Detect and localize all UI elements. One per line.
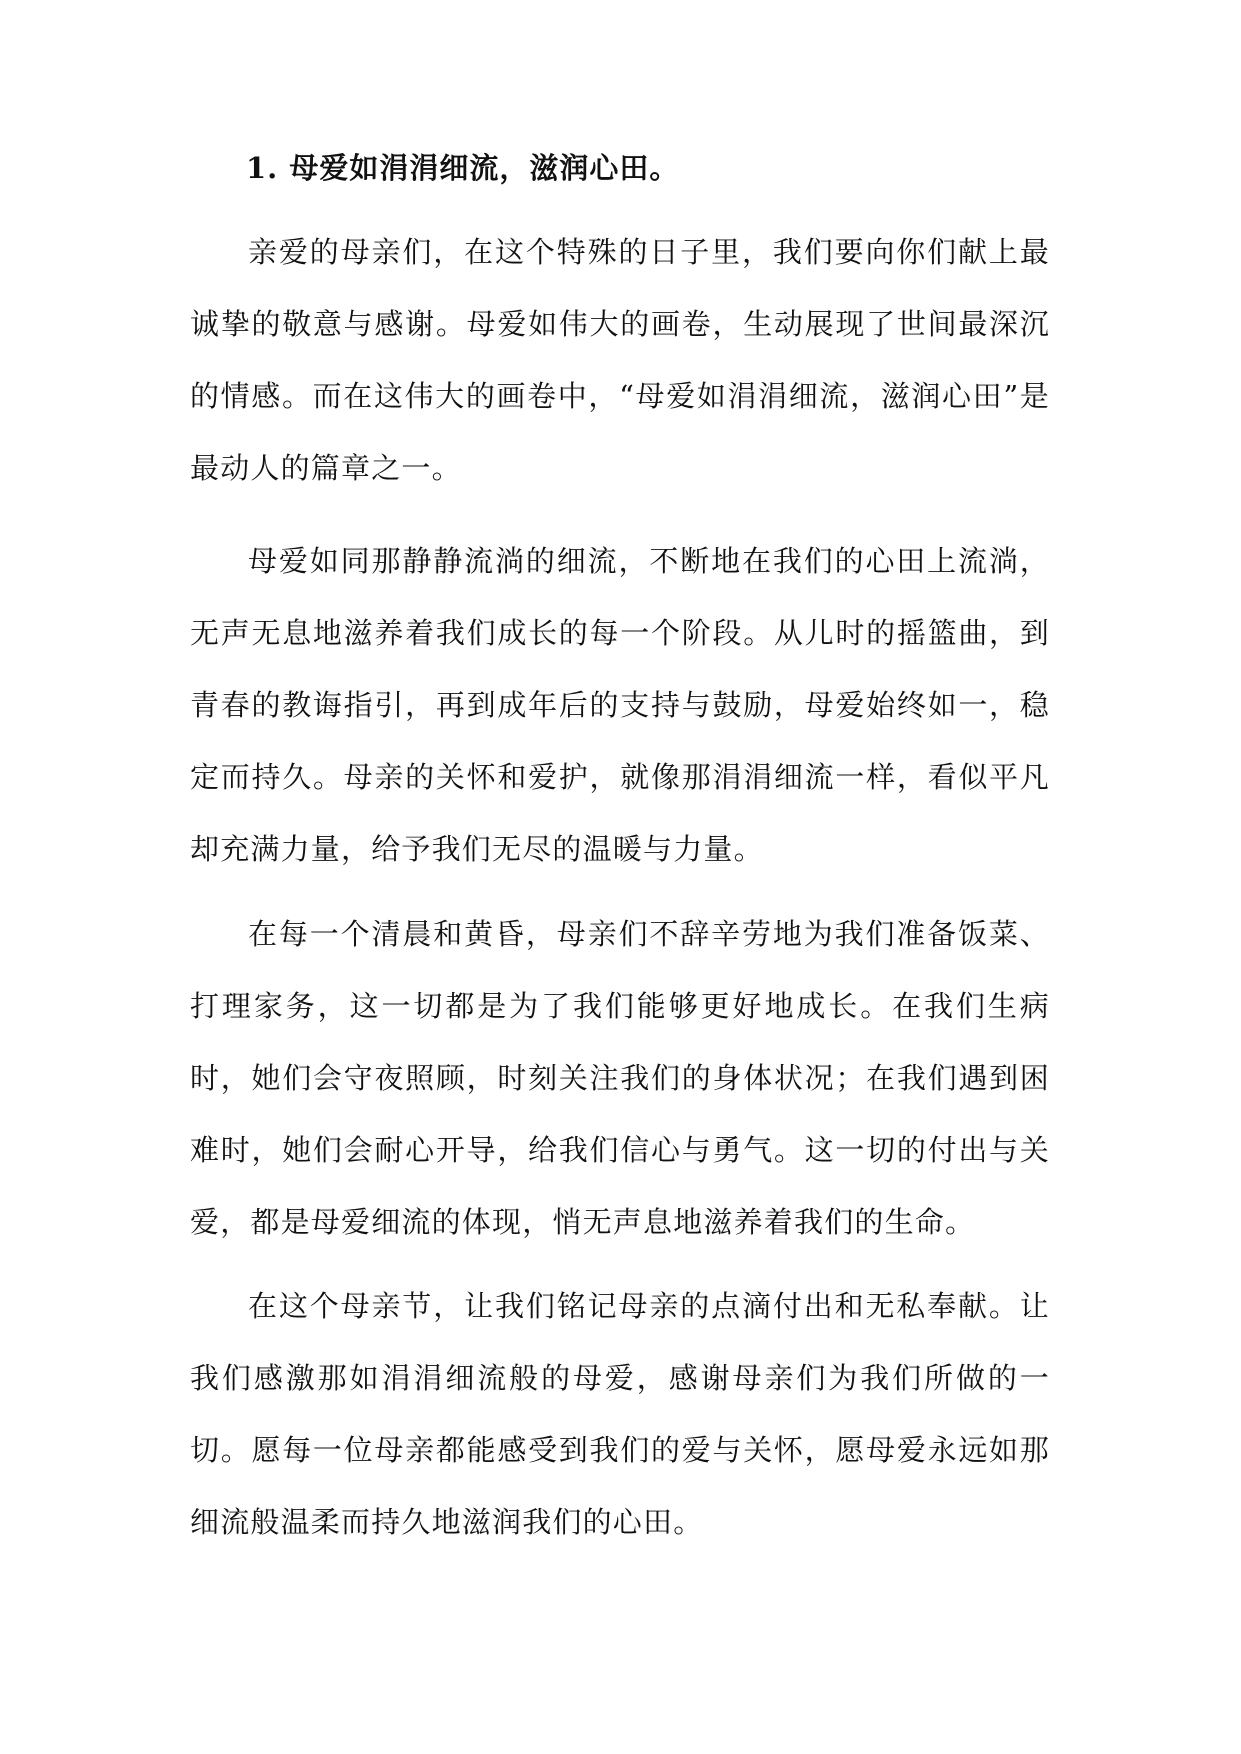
section-heading: 1. 母爱如涓涓细流，滋润心田。 bbox=[246, 151, 680, 185]
paragraph-3: 在每一个清晨和黄昏，母亲们不辞辛劳地为我们准备饭菜、打理家务，这一切都是为了我们能够更好地成长。在我们生病时，她们会守夜照顾，时刻关注我们的身体状况；在我们遇到困难时，她们会耐心开导，给我们信心与勇气。这一切的付出与关爱，都是母爱细流的体现，悄无声息地滋养着我们的生命。 bbox=[190, 917, 1050, 1239]
paragraph-4: 在这个母亲节，让我们铭记母亲的点滴付出和无私奉献。让我们感激那如涓涓细流般的母爱，感谢母亲们为我们所做的一切。愿每一位母亲都能感受到我们的爱与关怀，愿母爱永远如那细流般温柔而持久地滋润我们的心田。 bbox=[190, 1289, 1050, 1539]
paragraph-2: 母爱如同那静静流淌的细流，不断地在我们的心田上流淌，无声无息地滋养着我们成长的每一个阶段。从儿时的摇篮曲，到青春的教诲指引，再到成年后的支持与鼓励，母爱始终如一，稳定而持久。母亲的关怀和爱护，就像那涓涓细流一样，看似平凡却充满力量，给予我们无尽的温暖与力量。 bbox=[190, 544, 1050, 866]
paragraph-1: 亲爱的母亲们，在这个特殊的日子里，我们要向你们献上最诚挚的敬意与感谢。母爱如伟大的画卷，生动展现了世间最深沉的情感。而在这伟大的画卷中，“母爱如涓涓细流，滋润心田”是最动人的篇章之一。 bbox=[190, 235, 1050, 485]
